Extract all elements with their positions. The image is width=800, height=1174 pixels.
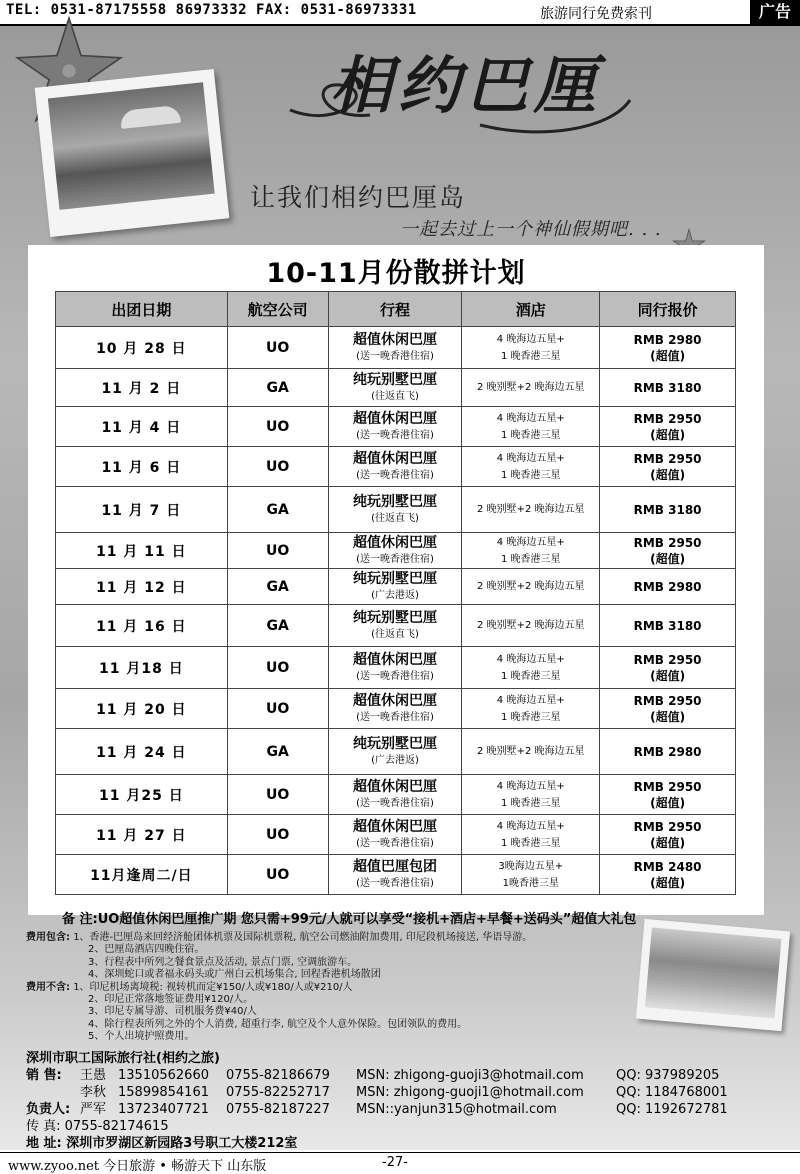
footer-bar <box>0 1152 800 1173</box>
route-note: (送一晚香港住宿) <box>356 429 434 441</box>
column-header: 行程 <box>328 292 462 327</box>
resort-photo <box>645 927 781 1018</box>
contact-row <box>26 1118 220 1135</box>
route-note: (送一晚香港住宿) <box>356 670 434 682</box>
hotel-line: 2 晚别墅+2 晚海边五星 <box>477 581 585 592</box>
route-cell <box>328 447 462 487</box>
airline-cell: UO <box>227 775 328 815</box>
route-name: 超值休闲巴厘 <box>352 534 437 551</box>
route-name: 纯玩别墅巴厘 <box>352 493 437 510</box>
table-row <box>56 369 736 407</box>
airline-cell: UO <box>227 855 328 895</box>
hotel-cell <box>462 447 600 487</box>
route-note: (送一晚香港住宿) <box>356 469 434 481</box>
fee-item: 2、巴厘岛酒店四晚住宿。 <box>88 944 205 956</box>
price-note: (超值) <box>650 551 686 566</box>
departure-date-cell: 11 月 24 日 <box>56 729 228 775</box>
contact-row <box>26 1135 298 1152</box>
schedule-body <box>56 327 736 895</box>
table-row <box>56 487 736 533</box>
fee-item: 4、除行程表所列之外的个人消费, 超重行李, 航空及个人意外保险。包团领队的费用。 <box>88 1018 468 1030</box>
header-contact: TEL: 0531-87175558 86973332 FAX: 0531-86973331 <box>6 2 417 18</box>
contact-row <box>26 1101 728 1118</box>
contact-mobile: 13510562660 <box>118 1068 209 1083</box>
route-note: (送一晚香港住宿) <box>356 553 434 565</box>
table-row <box>56 533 736 569</box>
beach-photo <box>48 82 215 210</box>
airline-cell: GA <box>227 369 328 407</box>
hotel-line: 3晚海边五星+ <box>498 860 564 872</box>
hotel-line: 4 晚海边五星+ <box>496 452 565 464</box>
price-value: RMB 2980 <box>633 744 702 759</box>
price-note: (超值) <box>650 467 686 482</box>
table-row <box>56 407 736 447</box>
airline-cell: GA <box>227 729 328 775</box>
umbrella-shape <box>120 105 182 129</box>
price-value: RMB 2980 <box>633 332 702 347</box>
contact-mobile: 13723407721 <box>118 1102 209 1117</box>
table-row <box>56 605 736 647</box>
fee-item: 2、印尼正常落地签证费用¥120/人。 <box>88 994 254 1006</box>
route-name: 超值休闲巴厘 <box>352 410 437 427</box>
hotel-cell <box>462 533 600 569</box>
price-cell <box>600 569 736 605</box>
table-row <box>56 569 736 605</box>
contact-person: 李秋 <box>80 1085 107 1100</box>
table-row <box>56 447 736 487</box>
price-note: (超值) <box>650 835 686 850</box>
contact-phone: 0755-82187227 <box>226 1102 330 1117</box>
departure-date-cell: 11 月 16 日 <box>56 605 228 647</box>
price-note: (超值) <box>650 875 686 890</box>
price-value: RMB 3180 <box>633 502 702 517</box>
departure-date-cell: 11 月18 日 <box>56 647 228 689</box>
footer-site[interactable]: www.zyoo.net 今日旅游 • 畅游天下 山东版 <box>8 1159 267 1174</box>
contact-row <box>26 1084 728 1101</box>
price-value: RMB 2950 <box>633 652 702 667</box>
table-row <box>56 647 736 689</box>
contact-msn[interactable]: MSN::yanjun315@hotmail.com <box>356 1102 557 1117</box>
hotel-line: 4 晚海边五星+ <box>496 333 565 345</box>
airline-cell: UO <box>227 533 328 569</box>
price-value: RMB 2950 <box>633 779 702 794</box>
contact-phone: 0755-82186679 <box>226 1068 330 1083</box>
schedule-table <box>55 291 736 895</box>
hotel-line: 2 晚别墅+2 晚海边五星 <box>477 382 585 393</box>
hotel-cell <box>462 815 600 855</box>
route-cell <box>328 689 462 729</box>
departure-date-cell: 10 月 28 日 <box>56 327 228 369</box>
price-value: RMB 3180 <box>633 618 702 633</box>
price-cell <box>600 533 736 569</box>
airline-cell: UO <box>227 689 328 729</box>
airline-cell: GA <box>227 569 328 605</box>
hotel-line: 4 晚海边五星+ <box>496 536 565 548</box>
resort-photo-frame <box>636 919 790 1031</box>
price-value: RMB 2980 <box>633 579 702 594</box>
header-index-label: 旅游同行免费索刊 <box>540 6 652 22</box>
route-note: (送一晚香港住宿) <box>356 877 434 889</box>
contact-phone: 0755-82252717 <box>226 1085 330 1100</box>
hotel-cell <box>462 605 600 647</box>
route-name: 纯玩别墅巴厘 <box>352 735 437 752</box>
route-name: 纯玩别墅巴厘 <box>352 609 437 626</box>
route-cell <box>328 533 462 569</box>
agency-name: 深圳市职工国际旅行社(相约之旅) <box>26 1051 220 1066</box>
airline-cell: UO <box>227 327 328 369</box>
departure-date-cell: 11 月 2 日 <box>56 369 228 407</box>
hotel-cell <box>462 689 600 729</box>
route-name: 超值休闲巴厘 <box>352 651 437 668</box>
contact-qq: QQ: 1184768001 <box>616 1085 728 1100</box>
route-cell <box>328 815 462 855</box>
table-header-row <box>56 292 736 327</box>
column-header: 出团日期 <box>56 292 228 327</box>
fee-item: 3、印尼专属导游、司机服务费¥40/人 <box>88 1006 257 1018</box>
route-note: (往返直飞) <box>371 628 419 640</box>
route-note: (广去港返) <box>371 589 419 601</box>
contact-qq: QQ: 937989205 <box>616 1068 720 1083</box>
contact-person: 严军 <box>80 1102 107 1117</box>
hotel-cell <box>462 647 600 689</box>
banner-title: 相约巴厘 <box>330 49 603 122</box>
route-note: (送一晚香港住宿) <box>356 350 434 362</box>
route-name: 纯玩别墅巴厘 <box>352 371 437 388</box>
route-name: 超值休闲巴厘 <box>352 778 437 795</box>
contact-label: 负责人: <box>26 1102 71 1117</box>
price-cell <box>600 369 736 407</box>
airline-cell: UO <box>227 407 328 447</box>
hotel-line: 1 晚香港三星 <box>500 469 561 481</box>
contact-mobile: 15899854161 <box>118 1085 209 1100</box>
fee-item: 4、深圳蛇口或者福永码头或广州白云机场集合, 回程香港机场散团 <box>88 969 381 981</box>
table-row <box>56 327 736 369</box>
route-note: (广去港返) <box>371 754 419 766</box>
departure-date-cell: 11 月 4 日 <box>56 407 228 447</box>
route-name: 超值休闲巴厘 <box>352 818 437 835</box>
hotel-cell <box>462 407 600 447</box>
route-note: (送一晚香港住宿) <box>356 837 434 849</box>
price-cell <box>600 729 736 775</box>
price-note: (超值) <box>650 709 686 724</box>
hotel-line: 1 晚香港三星 <box>500 797 561 809</box>
price-value: RMB 2950 <box>633 535 702 550</box>
departure-date-cell: 11月逢周二/日 <box>56 855 228 895</box>
fee-item: 3、行程表中所列之餐食景点及活动, 景点门票, 空调旅游车。 <box>88 956 358 968</box>
price-value: RMB 3180 <box>633 380 702 395</box>
price-value: RMB 2950 <box>633 693 702 708</box>
contact-msn[interactable]: MSN: zhigong-guoji1@hotmail.com <box>356 1085 584 1100</box>
hotel-cell <box>462 487 600 533</box>
fees-excluded-label: 费用不含: <box>26 981 70 993</box>
route-cell <box>328 569 462 605</box>
route-cell <box>328 369 462 407</box>
price-note: (超值) <box>650 427 686 442</box>
price-cell <box>600 775 736 815</box>
route-cell <box>328 327 462 369</box>
fee-item: 5、个人出境护照费用。 <box>88 1031 195 1043</box>
contact-person: 王愚 <box>80 1068 107 1083</box>
beach-photo-frame <box>35 69 230 237</box>
column-header: 同行报价 <box>600 292 736 327</box>
route-cell <box>328 647 462 689</box>
hotel-line: 1 晚香港三星 <box>500 670 561 682</box>
route-cell <box>328 605 462 647</box>
route-note: (送一晚香港住宿) <box>356 797 434 809</box>
fee-item: 1、印尼机场离境税: 视转机而定¥150/人或¥180/人或¥210/人 <box>73 981 353 993</box>
departure-date-cell: 11 月 20 日 <box>56 689 228 729</box>
hotel-line: 1 晚香港三星 <box>500 837 561 849</box>
column-header: 酒店 <box>462 292 600 327</box>
route-cell <box>328 407 462 447</box>
price-value: RMB 2950 <box>633 819 702 834</box>
route-cell <box>328 855 462 895</box>
column-header: 航空公司 <box>227 292 328 327</box>
route-note: (往返直飞) <box>371 390 419 402</box>
route-cell <box>328 775 462 815</box>
route-name: 超值休闲巴厘 <box>352 331 437 348</box>
hotel-line: 4 晚海边五星+ <box>496 653 565 665</box>
table-row <box>56 689 736 729</box>
hotel-cell <box>462 729 600 775</box>
route-name: 超值巴厘包团 <box>352 858 437 875</box>
price-cell <box>600 447 736 487</box>
departure-date-cell: 11 月 7 日 <box>56 487 228 533</box>
route-note: (往返直飞) <box>371 512 419 524</box>
schedule-title: 10-11月份散拼计划 <box>266 258 526 289</box>
route-name: 超值休闲巴厘 <box>352 692 437 709</box>
route-name: 超值休闲巴厘 <box>352 450 437 467</box>
hotel-line: 4 晚海边五星+ <box>496 780 565 792</box>
schedule-note: 备 注:UO超值休闲巴厘推广期 您只需+99元/人就可以享受“接机+酒店+早餐+送码头”超值大礼包 <box>62 912 637 927</box>
ad-badge: 广告 <box>750 0 800 24</box>
agency-contacts <box>26 1050 728 1152</box>
fees-included-label: 费用包含: <box>26 932 70 943</box>
price-value: RMB 2950 <box>633 451 702 466</box>
price-cell <box>600 407 736 447</box>
contact-qq: QQ: 1192672781 <box>616 1102 728 1117</box>
route-cell <box>328 487 462 533</box>
airline-cell: UO <box>227 647 328 689</box>
fees-section <box>26 932 532 1044</box>
price-note: (超值) <box>650 668 686 683</box>
banner-slogan: 让我们相约巴厘岛 <box>250 183 467 212</box>
departure-date-cell: 11 月 27 日 <box>56 815 228 855</box>
price-cell <box>600 689 736 729</box>
hotel-line: 4 晚海边五星+ <box>496 820 565 832</box>
airline-cell: UO <box>227 815 328 855</box>
hotel-line: 4 晚海边五星+ <box>496 694 565 706</box>
departure-date-cell: 11 月 12 日 <box>56 569 228 605</box>
table-row <box>56 815 736 855</box>
hotel-cell <box>462 369 600 407</box>
departure-date-cell: 11 月 11 日 <box>56 533 228 569</box>
hotel-line: 1晚香港三星 <box>502 877 559 889</box>
hotel-cell <box>462 327 600 369</box>
price-cell <box>600 327 736 369</box>
airline-cell: GA <box>227 487 328 533</box>
hotel-cell <box>462 855 600 895</box>
airline-cell: GA <box>227 605 328 647</box>
hotel-cell <box>462 569 600 605</box>
price-cell <box>600 647 736 689</box>
fee-item: 1、香港-巴厘岛来回经济舱团体机票及国际机票税, 航空公司燃油附加费用, 印尼段机场接送, 华语导游。 <box>73 932 533 943</box>
contact-row <box>26 1067 720 1084</box>
price-value: RMB 2480 <box>633 859 702 874</box>
price-note: (超值) <box>650 795 686 810</box>
hotel-line: 4 晚海边五星+ <box>496 412 565 424</box>
price-cell <box>600 605 736 647</box>
contact-label: 销 售: <box>26 1068 62 1083</box>
page-number: -27- <box>382 1155 408 1170</box>
table-row <box>56 855 736 895</box>
price-value: RMB 2950 <box>633 411 702 426</box>
table-row <box>56 729 736 775</box>
hotel-cell <box>462 775 600 815</box>
departure-date-cell: 11 月25 日 <box>56 775 228 815</box>
hotel-line: 1 晚香港三星 <box>500 350 561 362</box>
hotel-line: 1 晚香港三星 <box>500 711 561 723</box>
hotel-line: 2 晚别墅+2 晚海边五星 <box>477 746 585 757</box>
contact-msn[interactable]: MSN: zhigong-guoji3@hotmail.com <box>356 1068 584 1083</box>
route-note: (送一晚香港住宿) <box>356 711 434 723</box>
price-cell <box>600 815 736 855</box>
route-name: 纯玩别墅巴厘 <box>352 570 437 587</box>
banner-sub-slogan: 一起去过上一个神仙假期吧. . . <box>400 219 662 240</box>
departure-date-cell: 11 月 6 日 <box>56 447 228 487</box>
agency-address: 地 址: 深圳市罗湖区新园路3号职工大楼212室 <box>26 1136 298 1151</box>
agency-fax: 传 真: 0755-82174615 <box>26 1119 169 1134</box>
table-row <box>56 775 736 815</box>
route-cell <box>328 729 462 775</box>
price-cell <box>600 855 736 895</box>
hotel-line: 2 晚别墅+2 晚海边五星 <box>477 504 585 515</box>
hotel-line: 2 晚别墅+2 晚海边五星 <box>477 620 585 631</box>
price-note: (超值) <box>650 348 686 363</box>
hotel-line: 1 晚香港三星 <box>500 429 561 441</box>
price-cell <box>600 487 736 533</box>
airline-cell: UO <box>227 447 328 487</box>
hotel-line: 1 晚香港三星 <box>500 553 561 565</box>
